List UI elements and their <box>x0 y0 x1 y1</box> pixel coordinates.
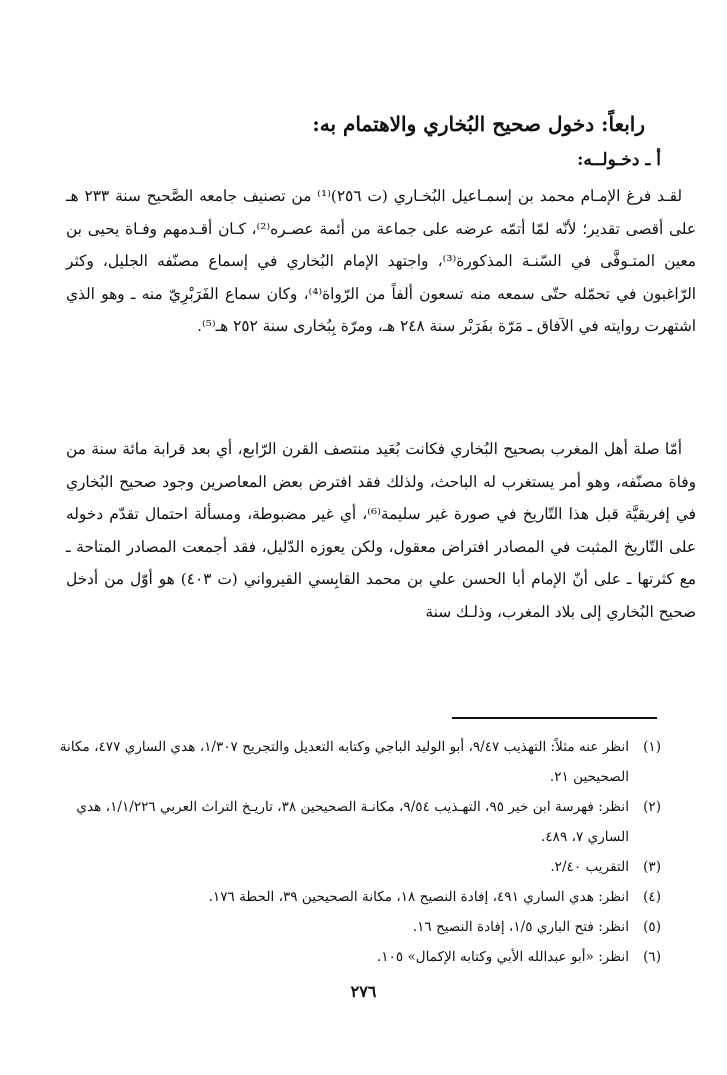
footnote-number: (٦) <box>643 949 661 965</box>
footnote-text: انظر: فهرسة ابن خير ٩٥، التهـذيب ٩/٥٤، مكانـة الصحيحين ٣٨، تاريـخ التراث العربي ١/١/٢٢٦، هدي الساري ٧، ٤٨٩. <box>76 799 629 845</box>
footnote-number: (٣) <box>643 859 661 875</box>
footnote-text: انظر: فتح الباري ١/٥، إفادة النصيح ١٦. <box>412 919 629 935</box>
footnote-text: انظر عنه مثلاً: التهذيب ٩/٤٧، أبو الوليد الباجي وكتابه التعديل والتجريح ١/٣٠٧، هدي الساري ٤٧٧، مكانة الصحيحين ٢١. <box>59 739 629 785</box>
footnotes <box>31 732 661 972</box>
footnote-number: (٥) <box>643 919 661 935</box>
footnote-item <box>31 942 661 972</box>
footnote-item <box>31 732 661 792</box>
footnote-number: (١) <box>643 739 661 755</box>
footnote-item <box>31 912 661 942</box>
footnote-item <box>31 852 661 882</box>
page-number: ٢٧٦ <box>350 982 377 1001</box>
subsection-heading: أ ـ دخـولــه: <box>577 150 661 170</box>
footnote-item <box>31 792 661 852</box>
body-paragraph-2 <box>66 433 696 628</box>
footnote-number: (٤) <box>643 889 661 905</box>
footnote-text: انظر: «أبو عبدالله الأبي وكتابه الإكمال» ١٠٥. <box>376 949 629 965</box>
footnote-number: (٢) <box>643 799 661 815</box>
footnote-item <box>31 882 661 912</box>
section-heading: رابعاً: دخول صحيح البُخاري والاهتمام به: <box>312 112 645 136</box>
body-paragraph-1 <box>66 180 696 343</box>
paragraph-text: أمّا صلة أهل المغرب بصحيح البُخاري فكانت بُعَيد منتصف القرن الرّابع، أي بعد قرابة مائة سنة من وفاة مصنّفه، وهو أمر يستغرب له الباحث، ولذلك فقد افترض بعض المعاصرين وجود صحيح البُخاري في إفريقيَّة قبل هذا التّاريخ في صورة غير سليمة⁽⁶⁾، أي غير مضبوطة، ومسألة احتمال تقدّم دخوله على التّاريخ المثبت في المصادر افتراض معقول، ولكن يعوزه الدّليل، فقد أجمعت المصادر المتاحة ـ مع كثرتها ـ على أنّ الإمام أبا الحسن علي بن محمد القابِسي القيرواني (ت ٤٠٣) هو أوّل من أدخل صحيح البُخاري إلى بلاد المغرب، وذلـك سنة <box>66 440 696 621</box>
footnote-text: انظر: هدي الساري ٤٩١، إفادة النصيح ١٨، مكانة الصحيحين ٣٩، الحطة ١٧٦. <box>208 889 629 905</box>
paragraph-text: لقـد فرغ الإمـام محمد بن إسمـاعيل البُخـاري (ت ٢٥٦)⁽¹⁾ من تصنيف جامعه الصَّحيح سنة ٢٣٣ هـ على أقصى تقدير؛ لأنّه لمّا أتمّه عرضه على جماعة من أئمة عصـره⁽²⁾، كـان أقـدمهم وفـاة يحيى بن معين المتـوفَّى في السّنـة المذكورة⁽³⁾، واجتهد الإمام البُخاري في إسماع مصنّفه الجليل، وكثر الرّاغبون في تحمّله حتّى سمعه منه تسعون ألفاً من الرّواة⁽⁴⁾، وكان سماع الفَرَبْرِيّ منه ـ وهو الذي اشتهرت روايته في الآفاق ـ مَرّة بفَرَبْر سنة ٢٤٨ هـ، ومرّة بِبُخارى سنة ٢٥٢ هـ⁽⁵⁾. <box>66 187 696 335</box>
footnote-text: التقريب ٢/٤٠. <box>550 859 629 875</box>
footnote-divider <box>452 717 657 719</box>
